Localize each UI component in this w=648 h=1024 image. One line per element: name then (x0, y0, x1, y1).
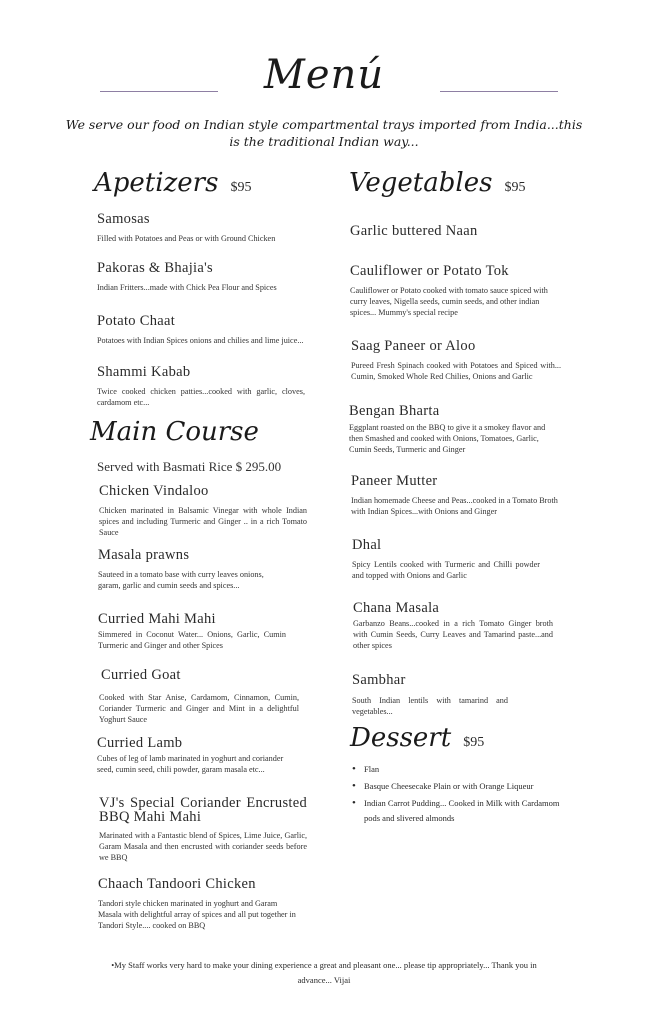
item-name: Masala prawns (98, 547, 190, 563)
appetizers-title: Apetizers (94, 168, 219, 198)
item-name: VJ's Special Coriander Encrusted BBQ Mahi Mahi (99, 795, 307, 825)
item-name: Sambhar (352, 672, 406, 688)
item-name: Paneer Mutter (351, 473, 438, 489)
item-description: Garbanzo Beans...cooked in a rich Tomato Ginger broth with Cumin Seeds, Curry Leaves and Tamarind paste...and other spices (353, 619, 553, 650)
menu-item (99, 483, 307, 538)
item-description: Spicy Lentils cooked with Turmeric and Chilli powder and topped with Onions and Garlic (352, 560, 540, 580)
item-description: Tandori style chicken marinated in yoghurt and Garam Masala with delightful array of spices and all put together in Tandori Style.... cooked on BBQ (98, 899, 296, 930)
menu-item (352, 672, 508, 717)
menu-item (351, 473, 561, 517)
main-course-title: Main Course (90, 417, 259, 447)
item-name: Chicken Vindaloo (99, 483, 209, 499)
item-description: Indian homemade Cheese and Peas...cooked in a Tomato Broth with Indian Spices...with Onions and Ginger (351, 496, 558, 516)
item-description: Simmered in Coconut Water... Onions, Garlic, Cumin Turmeric and Ginger and other Spices (98, 630, 286, 650)
dessert-price: $95 (463, 735, 485, 750)
menu-title: Menú (263, 52, 385, 98)
item-description: Indian Fritters...made with Chick Pea Flour and Spices (97, 283, 277, 292)
item-description: Chicken marinated in Balsamic Vinegar with whole Indian spices and including Turmeric and Ginger .. in a rich Tomato Sauce (99, 506, 307, 537)
item-name: Potato Chaat (97, 313, 176, 329)
item-name: Pakoras & Bhajia's (97, 260, 213, 276)
item-name: Chana Masala (353, 600, 440, 616)
item-description: Filled with Potatoes and Peas or with Ground Chicken (97, 234, 276, 243)
vegetables-price: $95 (504, 180, 526, 195)
item-name: Dhal (352, 537, 382, 553)
menu-item (97, 260, 305, 293)
menu-item (98, 547, 278, 591)
dessert-item: • Basque Cheesecake Plain or with Orange Liqueur (352, 779, 562, 794)
item-name: Curried Mahi Mahi (98, 611, 216, 627)
item-description: South Indian lentils with tamarind and vegetables... (352, 696, 508, 716)
item-description: Pureed Fresh Spinach cooked with Potatoes and Spiced with... Cumin, Smoked Whole Red Chilies, Onions and Garlic (351, 361, 561, 381)
menu-item (98, 876, 298, 931)
main-course-heading (90, 417, 259, 447)
menu-item (97, 735, 293, 775)
menu-item (350, 263, 560, 318)
item-name: Shammi Kabab (97, 364, 191, 380)
dessert-item: • Flan (352, 762, 562, 777)
dessert-heading (350, 723, 484, 753)
served-with-note: Served with Basmati Rice $ 295.00 (97, 459, 282, 474)
item-description: Eggplant roasted on the BBQ to give it a smokey flavor and then Smashed and cooked with Onions, Tomatoes, Garlic, Cumin Seeds, Turmeric and Ginger (349, 423, 546, 454)
item-description: Twice cooked chicken patties...cooked with garlic, cloves, cardamom etc... (97, 387, 305, 407)
menu-item (351, 338, 561, 382)
appetizers-heading (94, 168, 251, 198)
item-name: Chaach Tandoori Chicken (98, 876, 256, 892)
item-name: Samosas (97, 211, 150, 227)
item-description: Cubes of leg of lamb marinated in yoghurt and coriander seed, cumin seed, chili powder, garam masala etc... (97, 754, 284, 774)
item-name: Bengan Bharta (349, 403, 440, 419)
vegetables-heading (349, 168, 525, 198)
menu-item (97, 211, 305, 244)
dessert-item: • Indian Carrot Pudding... Cooked in Milk with Cardamom pods and slivered almonds (352, 796, 562, 826)
footer-note: •My Staff works very hard to make your dining experience a great and pleasant one... please tip appropriately... Thank you in advance... Vijai (111, 960, 537, 985)
item-name: Cauliflower or Potato Tok (350, 263, 509, 279)
item-name: Saag Paneer or Aloo (351, 338, 476, 354)
item-description: Sauteed in a tomato base with curry leaves onions, garam, garlic and cumin seeds and spices... (98, 570, 264, 590)
item-description: Marinated with a Fantastic blend of Spices, Lime Juice, Garlic, Garam Masala and then encrusted with coriander seeds before we BBQ (99, 831, 307, 862)
menu-item (349, 403, 561, 455)
intro-text: We serve our food on Indian style compartmental trays imported from India...this is the traditional Indian way... (65, 117, 583, 149)
item-description: Cooked with Star Anise, Cardamom, Cinnamon, Cumin, Coriander Turmeric and Ginger and Mint in a delightful Yoghurt Sauce (99, 693, 299, 724)
menu-item (353, 600, 553, 651)
dessert-title: Dessert (350, 723, 452, 753)
menu-item (350, 223, 560, 240)
menu-item (99, 796, 307, 863)
dessert-list (352, 762, 562, 828)
menu-item (97, 313, 305, 346)
appetizers-price: $95 (230, 180, 252, 195)
item-description: Potatoes with Indian Spices onions and chilies and lime juice... (97, 336, 304, 345)
vegetables-title: Vegetables (349, 168, 493, 198)
menu-item (98, 611, 286, 651)
item-name: Curried Lamb (97, 735, 183, 751)
menu-item (352, 537, 540, 581)
menu-item (99, 667, 299, 725)
item-name: Garlic buttered Naan (350, 223, 478, 239)
item-description: Cauliflower or Potato cooked with tomato sauce spiced with curry leaves, Nigella seeds, cumin seeds, and other indian spices... Mummy's special recipe (350, 286, 548, 317)
menu-item (97, 364, 305, 408)
item-name: Curried Goat (101, 667, 181, 683)
